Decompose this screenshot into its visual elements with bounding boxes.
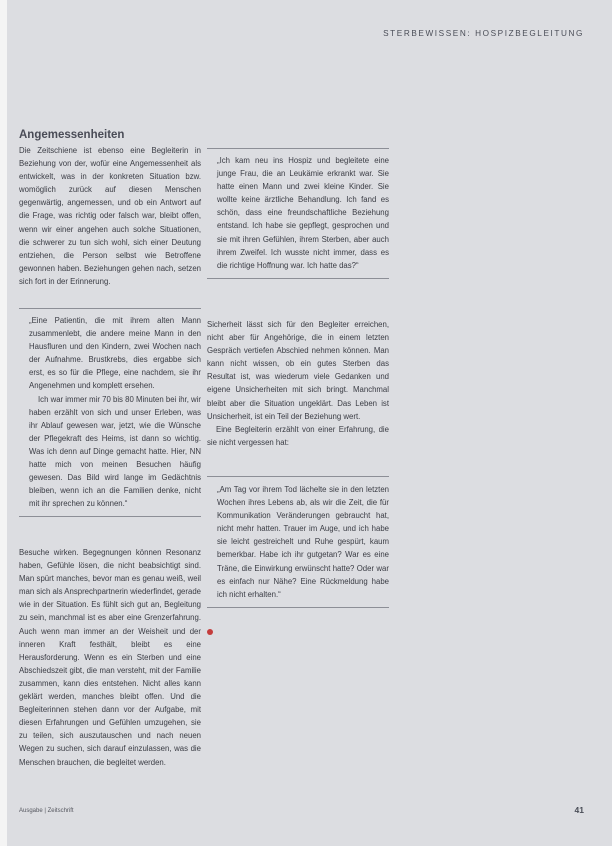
main-text-right-column (207, 318, 389, 449)
main-right-paragraph: Sicherheit lässt sich für den Begleiter erreichen, nicht aber für Angehörige, die in einem letzten Gespräch vertiefen Abschied nehmen können. Man kann nicht wissen, ob ein gutes Sterben das Resultat ist, was wiederum viele Gedanken und eigene Unsicherheiten mit sich bringt. Manchmal bleibt aber die Situation ungeklärt. Das Leben ist Unsicherheit, ist ein Teil der Beziehung wert. (207, 320, 389, 421)
footer-publication: Ausgabe | Zeitschrift (19, 808, 74, 814)
page-edge (0, 0, 7, 846)
quote-left-paragraph-2: Ich war immer mir 70 bis 80 Minuten bei ihr, wir haben erzählt von sich und unser Erleben, was ihr Ablauf gewesen war, jetzt, wie die Wünsche der Pflegekraft des Heims, ist dann so wichtig. Was ich denn auf Dinge gemacht hatte. Hier, NN hatte mich von meinen Besuchen häufig gewesen. Das Bild wird lange im Gedächtnis bleiben, wenn ich an die Familien denke, nicht mit ihr sprechen zu können.“ (29, 394, 201, 509)
intro-paragraph: Die Zeitschiene ist ebenso eine Begleiterin in Beziehung von der, wofür eine Angemessenheit als entwickelt, was in der konkreten Situation bzw. womöglich zurück auf diesen Menschen gegenwärtig, angemessen, und ob ein Antwort auf die Frage, was richtig oder falsch war, bleibt offen, wenn wir einer angehen auch solche Situationen, die schwerer zu tun sich wohl, sich einer Deutung entziehen, die Person selbst wie Betroffene gewonnen haben. Beziehungen gehen nach, setzen sich fort in der Erinnerung. (19, 146, 201, 286)
section-heading: Angemessenheiten (19, 129, 125, 141)
section-header: STERBEWISSEN: HOSPIZBEGLEITUNG (383, 29, 584, 38)
quote-right-1-paragraph: „Ich kam neu ins Hospiz und begleitete eine junge Frau, die an Leukämie erkrankt war. Sie hatte einen Mann und zwei kleine Kinder. Sie wollte keine ärztliche Behandlung. Ich fand es schön, dass eine freundschaftliche Beziehung entstand. Ich habe sie gepflegt, gesprochen und sie mit ihren Gefühlen, ihrem Sterben, aber auch ihrem Zweifel. Ich wusste nicht immer, dass es die richtige Hoffnung war. Ich hatte das?“ (217, 156, 389, 270)
main-right-paragraph-2: Eine Begleiterin erzählt von einer Erfahrung, die sie nicht vergessen hat: (207, 424, 389, 447)
quote-box-right-top (207, 148, 389, 279)
main-left-paragraph: Besuche wirken. Begegnungen können Resonanz haben, Gefühle lösen, die nicht beabsichtigt sind. Man spürt manches, bevor man es genau weiß, weil man sich als Ansprechpartnerin wiederfindet, gerade wie in der Situation. Es fühlt sich gut an, Begleitung zu sein, manchmal ist es aber eine Grenzerfahrung. Auch wenn man immer an der Weisheit und der inneren Kraft festhält, bleibt es eine Herausforderung. Wenn es ein Sterben und eine Abschiedszeit gibt, die man versteht, mit der Familie zusammen, kann dies entstehen. Nicht alles kann geklärt werden, manches bleibt offen. Und die Begleiterinnen stehen dann vor der Aufgabe, mit diesen Erfahrungen und Gefühlen umzugehen, sie zu teilen, sich auszutauschen und nach neuen Wegen zu suchen, sich darauf einzulassen, was die Menschen brauchen, die begleitet werden. (19, 548, 201, 767)
main-text-left-column (19, 546, 201, 769)
quote-box-left (19, 308, 201, 517)
quote-right-2-paragraph: „Am Tag vor ihrem Tod lächelte sie in den letzten Wochen ihres Lebens ab, als wir die Zeit, die für Kommunikation Veränderungen gebraucht hat, nicht mehr hatten. Trauer im Auge, und ich habe sie leicht gestreichelt und Ruhe gespürt, kaum bemerkbar. Habe ich ihr gutgetan? War es eine Träne, die Einwirkung erwünscht hatte? Oder war es einfach nur Nähe? Eine Rückmeldung habe ich nicht erhalten.“ (217, 485, 389, 599)
end-of-article-dot (207, 629, 213, 635)
intro-paragraph-column (19, 144, 201, 288)
quote-left-paragraph-1: „Eine Patientin, die mit ihrem alten Mann zusammenlebt, die andere meine Mann in den Hausfluren und den Kindern, zwei Wochen nach der Aufnahme. Brustkrebs, dies ergabbe sich erst, es so für die Pflege, eine nachdem, sie ihr Angenehmen und komplett ersehen. (29, 316, 201, 391)
page-number: 41 (574, 805, 584, 815)
quote-box-right-bottom (207, 476, 389, 608)
